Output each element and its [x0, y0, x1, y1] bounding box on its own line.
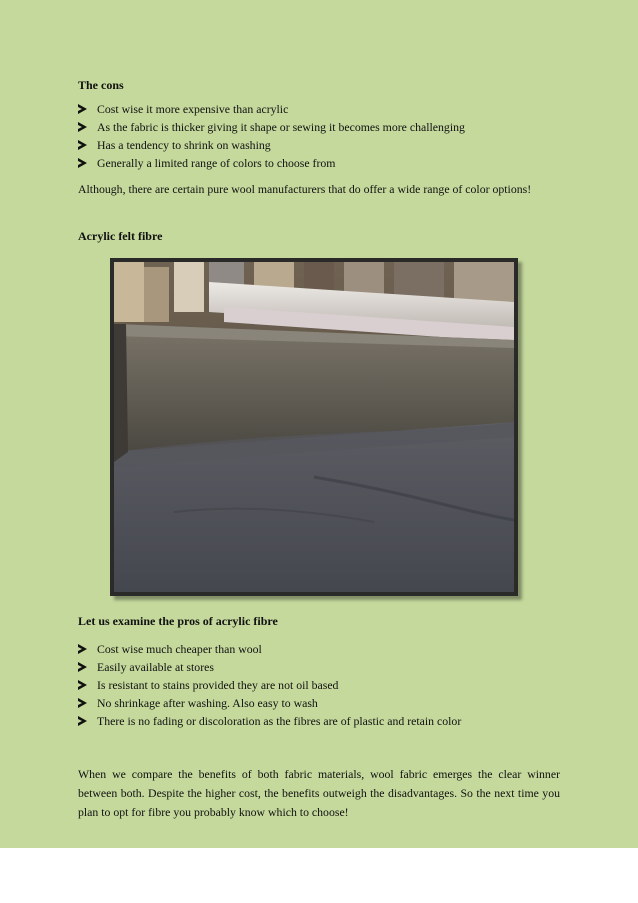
fabric-roll-photo: [110, 258, 518, 596]
list-item-text: Easily available at stores: [97, 660, 214, 674]
list-item: [78, 676, 560, 694]
pros-list: [78, 640, 560, 730]
acrylic-heading: Acrylic felt fibre: [78, 229, 163, 243]
list-item-text: As the fabric is thicker giving it shape or sewing it becomes more challenging: [97, 120, 465, 134]
list-item-text: Has a tendency to shrink on washing: [97, 138, 271, 152]
list-item: [78, 136, 560, 154]
arrowhead-bullet-icon: [78, 662, 87, 672]
cons-note: Although, there are certain pure wool manufacturers that do offer a wide range of color options!: [78, 182, 532, 196]
arrowhead-bullet-icon: [78, 698, 87, 708]
list-item: [78, 118, 560, 136]
list-item: [78, 658, 560, 676]
cons-list: [78, 100, 560, 172]
list-item-text: Cost wise much cheaper than wool: [97, 642, 262, 656]
list-item: [78, 712, 560, 730]
arrowhead-bullet-icon: [78, 644, 87, 654]
conclusion-paragraph: When we compare the benefits of both fabric materials, wool fabric emerges the clear winner between both. Despite the higher cost, the benefits outweigh the disadvantages. So the next time you plan to opt for fibre you probably know which to choose!: [78, 767, 560, 819]
list-item: [78, 154, 560, 172]
list-item-text: There is no fading or discoloration as the fibres are of plastic and retain color: [97, 714, 462, 728]
arrowhead-bullet-icon: [78, 716, 87, 726]
cons-heading: The cons: [78, 78, 124, 92]
fabric-roll-illustration: [114, 262, 514, 592]
list-item: [78, 640, 560, 658]
arrowhead-bullet-icon: [78, 140, 87, 150]
pros-heading: Let us examine the pros of acrylic fibre: [78, 614, 278, 628]
arrowhead-bullet-icon: [78, 680, 87, 690]
arrowhead-bullet-icon: [78, 104, 87, 114]
arrowhead-bullet-icon: [78, 158, 87, 168]
list-item-text: Is resistant to stains provided they are not oil based: [97, 678, 339, 692]
arrowhead-bullet-icon: [78, 122, 87, 132]
list-item-text: Cost wise it more expensive than acrylic: [97, 102, 289, 116]
list-item: [78, 694, 560, 712]
list-item-text: No shrinkage after washing. Also easy to wash: [97, 696, 318, 710]
list-item: [78, 100, 560, 118]
list-item-text: Generally a limited range of colors to choose from: [97, 156, 336, 170]
